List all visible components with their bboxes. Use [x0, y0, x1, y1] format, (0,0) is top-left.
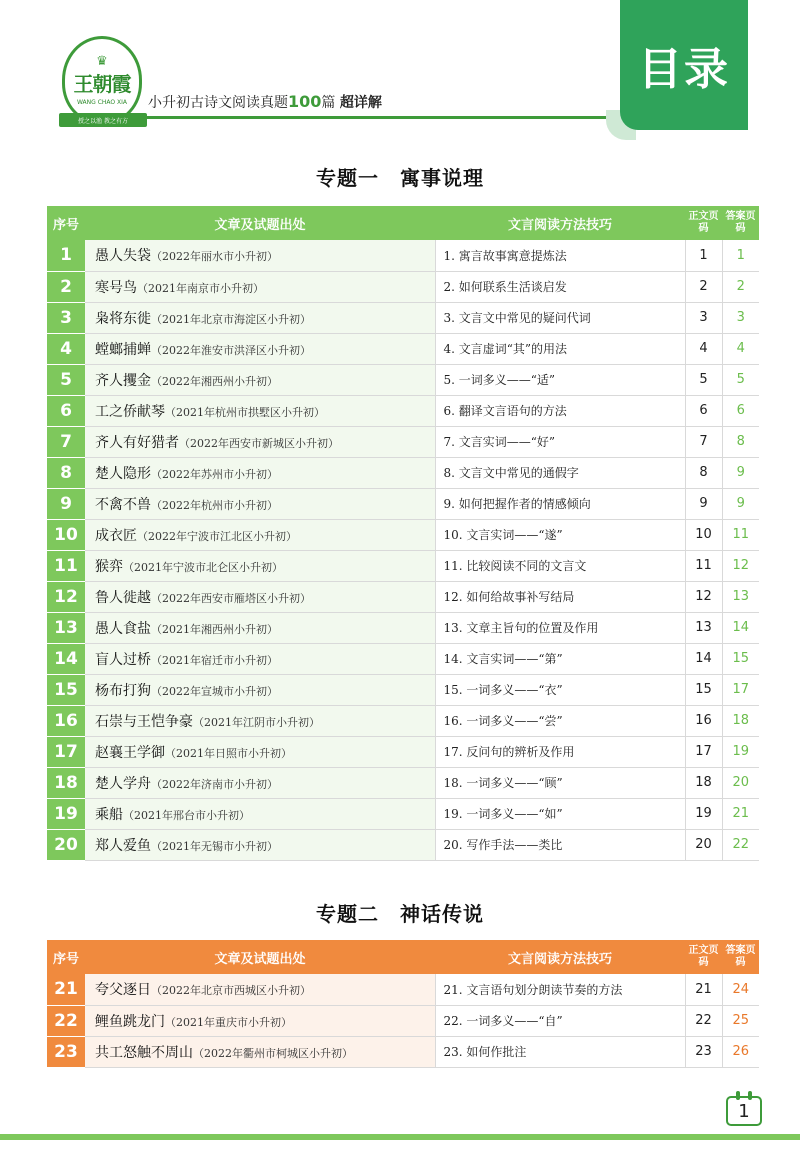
text-page: 2	[685, 271, 722, 302]
answer-page: 3	[722, 302, 759, 333]
article-title: 鲤鱼跳龙门	[95, 1013, 165, 1030]
answer-page: 19	[722, 736, 759, 767]
article-source	[85, 974, 435, 1005]
row-index: 19	[47, 798, 85, 829]
exam-source: （2022年湘西州小升初）	[151, 374, 278, 388]
article-title: 赵襄王学御	[95, 744, 165, 761]
logo-text: 王朝霞	[73, 71, 131, 96]
toc-row[interactable]	[47, 1005, 759, 1036]
reading-skill: 19. 一词多义——“如”	[435, 798, 685, 829]
subtitle-bold: 超详解	[339, 95, 382, 111]
article-title: 夸父逐日	[95, 982, 151, 999]
toc-row[interactable]	[47, 612, 759, 643]
row-index: 11	[47, 550, 85, 581]
row-index: 16	[47, 705, 85, 736]
answer-page: 21	[722, 798, 759, 829]
reading-skill: 4. 文言虚词“其”的用法	[435, 333, 685, 364]
toc-row[interactable]	[47, 643, 759, 674]
answer-page: 15	[722, 643, 759, 674]
text-page: 7	[685, 426, 722, 457]
answer-page: 22	[722, 829, 759, 860]
reading-skill: 5. 一词多义——“适”	[435, 364, 685, 395]
article-title: 郑人爱鱼	[95, 837, 151, 854]
reading-skill: 3. 文言文中常见的疑问代词	[435, 302, 685, 333]
reading-skill: 20. 写作手法——类比	[435, 829, 685, 860]
col-source: 文章及试题出处	[85, 940, 435, 974]
article-source	[85, 829, 435, 860]
col-page: 正文页码	[685, 940, 722, 974]
subtitle-pre: 小升初古诗文阅读真题	[148, 95, 288, 111]
article-source	[85, 457, 435, 488]
logo-subtext: WANG CHAO XIA	[76, 98, 128, 106]
toc-row[interactable]	[47, 798, 759, 829]
toc-row[interactable]	[47, 240, 759, 271]
article-title: 不禽不兽	[95, 496, 151, 513]
col-answer: 答案页码	[722, 940, 759, 974]
col-idx: 序号	[47, 940, 85, 974]
text-page: 1	[685, 240, 722, 271]
col-page: 正文页码	[685, 206, 722, 240]
toc-row[interactable]	[47, 550, 759, 581]
exam-source: （2021年北京市海淀区小升初）	[151, 312, 311, 326]
row-index: 12	[47, 581, 85, 612]
article-title: 楚人隐形	[95, 465, 151, 482]
table-body-2	[47, 974, 759, 1067]
answer-page: 26	[722, 1036, 759, 1067]
article-source	[85, 488, 435, 519]
toc-row[interactable]	[47, 519, 759, 550]
reading-skill: 10. 文言实词——“遂”	[435, 519, 685, 550]
article-source	[85, 643, 435, 674]
text-page: 16	[685, 705, 722, 736]
article-title: 盲人过桥	[95, 651, 151, 668]
reading-skill: 17. 反问句的辨析及作用	[435, 736, 685, 767]
answer-page: 12	[722, 550, 759, 581]
exam-source: （2022年衢州市柯城区小升初）	[193, 1046, 353, 1060]
article-title: 齐人有好猎者	[95, 434, 179, 451]
text-page: 18	[685, 767, 722, 798]
row-index: 22	[47, 1005, 85, 1036]
article-source	[85, 364, 435, 395]
answer-page: 18	[722, 705, 759, 736]
toc-row[interactable]	[47, 581, 759, 612]
toc-row[interactable]	[47, 271, 759, 302]
reading-skill: 15. 一词多义——“衣”	[435, 674, 685, 705]
row-index: 15	[47, 674, 85, 705]
answer-page: 17	[722, 674, 759, 705]
col-skill: 文言阅读方法技巧	[435, 206, 685, 240]
text-page: 12	[685, 581, 722, 612]
row-index: 21	[47, 974, 85, 1005]
row-index: 10	[47, 519, 85, 550]
toc-row[interactable]	[47, 829, 759, 860]
article-title: 鲁人徙越	[95, 589, 151, 606]
exam-source: （2022年丽水市小升初）	[151, 250, 278, 264]
article-source	[85, 1036, 435, 1067]
reading-skill: 13. 文章主旨句的位置及作用	[435, 612, 685, 643]
article-title: 石崇与王恺争豪	[95, 713, 193, 730]
row-index: 23	[47, 1036, 85, 1067]
reading-skill: 6. 翻译文言语句的方法	[435, 395, 685, 426]
text-page: 19	[685, 798, 722, 829]
article-source	[85, 271, 435, 302]
text-page: 6	[685, 395, 722, 426]
toc-table-2	[47, 940, 759, 1068]
article-source	[85, 426, 435, 457]
header-divider	[146, 116, 626, 119]
text-page: 14	[685, 643, 722, 674]
exam-source: （2022年西安市雁塔区小升初）	[151, 591, 311, 605]
answer-page: 14	[722, 612, 759, 643]
text-page: 5	[685, 364, 722, 395]
article-source	[85, 612, 435, 643]
reading-skill: 8. 文言文中常见的通假字	[435, 457, 685, 488]
row-index: 20	[47, 829, 85, 860]
toc-row[interactable]	[47, 1036, 759, 1067]
exam-source: （2022年济南市小升初）	[151, 777, 278, 791]
exam-source: （2021年宁波市北仑区小升初）	[123, 560, 283, 574]
toc-row[interactable]	[47, 364, 759, 395]
text-page: 10	[685, 519, 722, 550]
row-index: 1	[47, 240, 85, 271]
row-index: 6	[47, 395, 85, 426]
toc-row[interactable]	[47, 333, 759, 364]
table-header-row	[47, 206, 759, 240]
article-source	[85, 333, 435, 364]
reading-skill: 12. 如何给故事补写结局	[435, 581, 685, 612]
exam-source: （2021年宿迁市小升初）	[151, 653, 278, 667]
article-title: 愚人失袋	[95, 248, 151, 265]
article-source	[85, 736, 435, 767]
subtitle-mid: 篇	[321, 95, 336, 111]
toc-tab	[620, 0, 748, 130]
reading-skill: 23. 如何作批注	[435, 1036, 685, 1067]
col-source: 文章及试题出处	[85, 206, 435, 240]
col-idx: 序号	[47, 206, 85, 240]
logo-ribbon: 授之以渔 教之有方	[59, 113, 147, 127]
answer-page: 6	[722, 395, 759, 426]
answer-page: 9	[722, 488, 759, 519]
book-subtitle	[148, 92, 382, 112]
page-number: 1	[738, 1100, 750, 1122]
text-page: 4	[685, 333, 722, 364]
text-page: 3	[685, 302, 722, 333]
row-index: 17	[47, 736, 85, 767]
row-index: 3	[47, 302, 85, 333]
exam-source: （2022年杭州市小升初）	[151, 498, 278, 512]
article-source	[85, 767, 435, 798]
reading-skill: 2. 如何联系生活谈启发	[435, 271, 685, 302]
reading-skill: 22. 一词多义——“自”	[435, 1005, 685, 1036]
answer-page: 13	[722, 581, 759, 612]
exam-source: （2021年江阴市小升初）	[193, 715, 320, 729]
answer-page: 20	[722, 767, 759, 798]
article-title: 乘船	[95, 806, 123, 823]
col-skill: 文言阅读方法技巧	[435, 940, 685, 974]
exam-source: （2021年日照市小升初）	[165, 746, 292, 760]
section-title-2: 专题二 神话传说	[316, 902, 484, 926]
text-page: 17	[685, 736, 722, 767]
exam-source: （2021年重庆市小升初）	[165, 1015, 292, 1029]
brand-logo	[62, 36, 142, 124]
exam-source: （2022年苏州市小升初）	[151, 467, 278, 481]
exam-source: （2022年西安市新城区小升初）	[179, 436, 339, 450]
reading-skill: 1. 寓言故事寓意提炼法	[435, 240, 685, 271]
article-source	[85, 240, 435, 271]
exam-source: （2022年宁波市江北区小升初）	[137, 529, 297, 543]
article-title: 工之侨献琴	[95, 403, 165, 420]
text-page: 20	[685, 829, 722, 860]
answer-page: 1	[722, 240, 759, 271]
reading-skill: 7. 文言实词——“好”	[435, 426, 685, 457]
answer-page: 24	[722, 974, 759, 1005]
article-source	[85, 798, 435, 829]
toc-row[interactable]	[47, 974, 759, 1005]
row-index: 18	[47, 767, 85, 798]
exam-source: （2021年邢台市小升初）	[123, 808, 250, 822]
toc-row[interactable]	[47, 302, 759, 333]
article-title: 齐人攫金	[95, 372, 151, 389]
section-title-1: 专题一 寓事说理	[316, 166, 484, 190]
page-header	[0, 0, 800, 150]
article-title: 杨布打狗	[95, 682, 151, 699]
answer-page: 11	[722, 519, 759, 550]
text-page: 23	[685, 1036, 722, 1067]
reading-skill: 18. 一词多义——“顾”	[435, 767, 685, 798]
toc-row[interactable]	[47, 426, 759, 457]
toc-table-1	[47, 206, 759, 861]
page-number-badge	[726, 1096, 762, 1126]
reading-skill: 11. 比较阅读不同的文言文	[435, 550, 685, 581]
toc-row[interactable]	[47, 457, 759, 488]
answer-page: 25	[722, 1005, 759, 1036]
reading-skill: 9. 如何把握作者的情感倾向	[435, 488, 685, 519]
exam-source: （2022年宣城市小升初）	[151, 684, 278, 698]
article-title: 楚人学舟	[95, 775, 151, 792]
exam-source: （2022年淮安市洪泽区小升初）	[151, 343, 311, 357]
table-body-1	[47, 240, 759, 860]
exam-source: （2021年杭州市拱墅区小升初）	[165, 405, 325, 419]
article-title: 成衣匠	[95, 527, 137, 544]
article-source	[85, 550, 435, 581]
article-title: 螳螂捕蝉	[95, 341, 151, 358]
toc-row[interactable]	[47, 488, 759, 519]
answer-page: 8	[722, 426, 759, 457]
toc-row[interactable]	[47, 736, 759, 767]
row-index: 8	[47, 457, 85, 488]
text-page: 22	[685, 1005, 722, 1036]
crown-icon: ♛	[96, 53, 108, 69]
text-page: 15	[685, 674, 722, 705]
exam-source: （2022年北京市西城区小升初）	[151, 984, 311, 998]
article-source	[85, 519, 435, 550]
exam-source: （2021年南京市小升初）	[137, 281, 264, 295]
row-index: 7	[47, 426, 85, 457]
text-page: 11	[685, 550, 722, 581]
article-title: 枭将东徙	[95, 310, 151, 327]
bottom-bar	[0, 1134, 800, 1140]
exam-source: （2021年湘西州小升初）	[151, 622, 278, 636]
toc-row[interactable]	[47, 395, 759, 426]
toc-row[interactable]	[47, 767, 759, 798]
row-index: 13	[47, 612, 85, 643]
row-index: 14	[47, 643, 85, 674]
article-title: 寒号鸟	[95, 279, 137, 296]
article-source	[85, 705, 435, 736]
text-page: 9	[685, 488, 722, 519]
article-source	[85, 302, 435, 333]
toc-row[interactable]	[47, 705, 759, 736]
subtitle-number: 100	[288, 92, 322, 111]
reading-skill: 21. 文言语句划分朗读节奏的方法	[435, 974, 685, 1005]
answer-page: 5	[722, 364, 759, 395]
text-page: 13	[685, 612, 722, 643]
table-header-row	[47, 940, 759, 974]
row-index: 2	[47, 271, 85, 302]
reading-skill: 14. 文言实词——“第”	[435, 643, 685, 674]
article-title: 愚人食盐	[95, 620, 151, 637]
row-index: 4	[47, 333, 85, 364]
article-title: 猴弈	[95, 558, 123, 575]
row-index: 5	[47, 364, 85, 395]
text-page: 21	[685, 974, 722, 1005]
article-source	[85, 674, 435, 705]
row-index: 9	[47, 488, 85, 519]
article-source	[85, 395, 435, 426]
toc-title: 目录	[638, 44, 730, 95]
article-title: 共工怒触不周山	[95, 1044, 193, 1061]
article-source	[85, 1005, 435, 1036]
col-answer: 答案页码	[722, 206, 759, 240]
article-source	[85, 581, 435, 612]
answer-page: 4	[722, 333, 759, 364]
exam-source: （2021年无锡市小升初）	[151, 839, 278, 853]
reading-skill: 16. 一词多义——“尝”	[435, 705, 685, 736]
answer-page: 2	[722, 271, 759, 302]
toc-row[interactable]	[47, 674, 759, 705]
text-page: 8	[685, 457, 722, 488]
answer-page: 9	[722, 457, 759, 488]
